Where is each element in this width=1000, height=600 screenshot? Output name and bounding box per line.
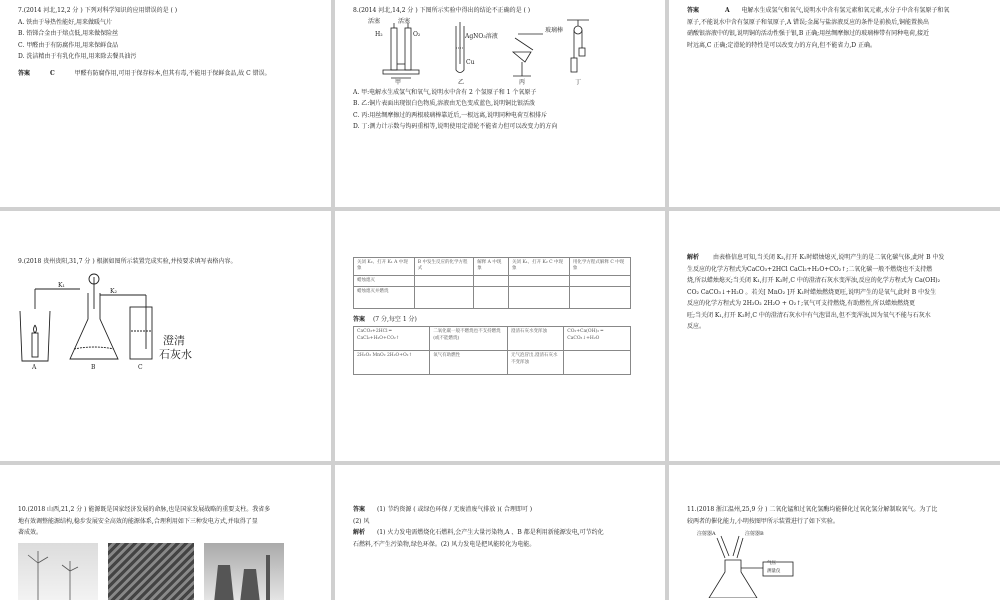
table-row <box>354 258 631 276</box>
table-cell <box>569 286 630 308</box>
option-c: C. 丙:用丝绸摩擦过的两根玻璃棒靠近后,一根远离,说明同种电荷互相排斥 <box>353 111 548 119</box>
answer-option: A <box>724 7 730 14</box>
caption-ding: 丁 <box>575 78 582 86</box>
option-b: B. 乙:铜片表面出现银白色物质,溶液由无色变成蓝色,说明铜比银活泼 <box>353 100 536 107</box>
answer-label: 答案 <box>353 315 366 323</box>
option-a: A. 铁由于导热性能好,用来做暖气片 <box>18 18 113 26</box>
page-analysis-9 <box>669 211 1000 461</box>
answer-label: 答案 <box>687 7 700 14</box>
caption-bing: 丙 <box>519 78 526 86</box>
label-huosai-left: 活塞 <box>368 17 381 25</box>
analysis-line-2: 生反应的化学方程式为CaCO₃+2HCl CaCl₂+H₂O+CO₂↑;二氧化碳一般不燃烧也不支持燃 <box>687 265 933 273</box>
question-table <box>353 257 631 309</box>
analysis-line-7: 旺;当关闭 K₁,打开 K₂时,C 中的澄清石灰水中有气泡冒出,但不变浑浊,因为氧气不能与石灰水 <box>687 311 931 319</box>
label-c: C <box>138 363 143 371</box>
table-cell <box>474 275 509 286</box>
table-cell <box>564 351 631 375</box>
pulley-setup <box>567 20 589 72</box>
table-row <box>354 327 631 351</box>
question-line-1: 10.(2018 山西,21,2 分 ) 能源既是国家经济发展的命脉,也是国家发展战略的重要支柱。我省多 <box>18 506 271 513</box>
table-row <box>354 275 631 286</box>
conical-flask <box>709 560 757 598</box>
solar-panel-photo <box>108 543 194 600</box>
bottle-c <box>130 307 152 359</box>
option-d: D. 洗洁精由于有乳化作用,用来除去餐具油污 <box>18 53 137 60</box>
question-line-3: 著成效。 <box>18 529 43 536</box>
label-meter-1: 气压 <box>767 561 776 566</box>
option-a: A. 甲:电解水生成氢气和氧气,说明水中含有 2 个氢原子和 1 个氧原子 <box>353 88 537 96</box>
wind-turbine-photo <box>18 543 98 600</box>
answer-option: C <box>49 69 55 77</box>
label-meter-2: 测量仪 <box>767 569 781 574</box>
label-cu: Cu <box>466 58 475 66</box>
answer-label: 答案 <box>18 69 31 77</box>
table-cell <box>414 286 474 308</box>
analysis-line-1: 解析 (1) 火力发电需燃烧化石燃料,会产生大量污染物,A 、B 都是利用新能源发电,可节约化 <box>353 529 604 536</box>
label-clear: 澄清 <box>163 333 185 347</box>
option-d: D. 丁:测力计示数与钩码重相等,说明使用定滑轮不能省力但可以改变力的方向 <box>353 123 558 130</box>
table-cell: 关闭 K₁、打开 K₂ C 中现象 <box>509 258 570 276</box>
page-question-9 <box>0 211 331 461</box>
table-cell <box>509 286 570 308</box>
table-cell: 二氧化碳一般不燃烧也不支持燃烧(或不能燃烧) <box>430 327 508 351</box>
analysis-line-5: CO₂ CaCO₃↓+H₂O 。若关[ MnO₂ ]开 K₁时蜡烛燃烧更旺,说明产生的是氧气,此时 B 中发生 <box>687 288 937 296</box>
page-answer-8 <box>669 0 1000 207</box>
experiment-figure <box>353 18 647 88</box>
answer-note: (7 分,每空 1 分) <box>372 315 417 323</box>
page-question-11 <box>669 465 1000 600</box>
question-line-1: 11.(2018 浙江温州,25,9 分 ) 二氧化锰和过氧化氢酶均能催化过氧化氢分解制取氧气。为了比 <box>687 506 938 513</box>
question-line-2: 较两者的催化能力,小明按图甲所示装置进行了如下实验。 <box>687 517 839 525</box>
table-cell: 解释 A 中现象 <box>474 258 509 276</box>
table-row <box>354 286 631 308</box>
label-huosai-right: 活塞 <box>398 17 411 25</box>
table-cell: CO₂+Ca(OH)₂ ═ CaCO₃↓+H₂O <box>564 327 631 351</box>
analysis-label: 解析 <box>353 529 366 536</box>
page-question-10 <box>0 465 331 600</box>
table-cell: 澄清石灰水变浑浊 <box>508 327 564 351</box>
label-a: A <box>32 363 37 371</box>
glass-rods <box>513 34 543 76</box>
page-table-9 <box>335 211 665 461</box>
apparatus-figure <box>18 269 313 369</box>
answer-line <box>687 6 982 17</box>
label-injector-b: 注射器B <box>745 531 764 537</box>
beaker-a <box>20 311 50 361</box>
question-text: 8.(2014 河北,14,2 分 ) 下图所示实验中得出的结论不正确的是 ( ) <box>353 7 531 14</box>
label-k1: K₁ <box>58 281 65 289</box>
answer-line-1: 电解水生成氢气和氧气,说明水中含有氢元素和氧元素,水分子中含有氢原子和氧 <box>741 7 950 14</box>
answer-text: 甲醛有防腐作用,可用于保存标本,但其有毒,不能用于保鲜食品,故 C 错误。 <box>74 69 271 77</box>
answer-line-3: 硝酸银溶液中的银,说明铜的活动性强于银,B 正确;用丝绸摩擦过的玻璃棒带有同种电荷,接近 <box>687 30 930 37</box>
table-cell: 氧气有助燃性 <box>430 351 508 375</box>
answer-line-1: 答案 (1) 节约资源 ( 或绿色环保 / 无废渣废气排放 )( 合理即可 ) <box>353 506 533 513</box>
table-cell: 无气泡冒出,澄清石灰水不变浑浊 <box>508 351 564 375</box>
caption-jia: 甲 <box>395 78 402 86</box>
analysis-line-1: 解析 由表格信息可知,当关闭 K₂,打开 K₁时蜡烛熄灭,说明产生的是二氧化碳气体,此时 B 中发 <box>687 254 945 261</box>
table-cell <box>569 275 630 286</box>
label-o2: O₂ <box>413 30 421 38</box>
test-tube-copper <box>456 22 464 73</box>
answer-line-2: 原子,不能说水中含有氢原子和氧原子,A 错误;金属与盐溶液反应的条件是前换后,铜能置换出 <box>687 18 929 26</box>
label-k2: K₂ <box>110 287 117 295</box>
candle <box>32 333 38 357</box>
caption-yi: 乙 <box>458 78 465 86</box>
label-agno3: AgNO₃溶液 <box>465 32 498 40</box>
table-cell: 蜡烛熄灭并燃烧 <box>354 286 415 308</box>
question-text: 7.(2014 河北,12,2 分 ) 下列对科学知识的应用错误的是 ( ) <box>18 7 178 14</box>
table-cell: CaCO₃+2HCl ═ CaCl₂+H₂O+CO₂↑ <box>354 327 430 351</box>
answer-label: 答案 <box>353 506 366 513</box>
page-answer-10 <box>335 465 665 600</box>
label-limewater: 石灰水 <box>159 347 192 361</box>
page-question-8 <box>335 0 665 207</box>
thermal-power-photo <box>204 543 284 600</box>
analysis-line-3: 烧,所以蜡烛熄灭;当关闭 K₁,打开 K₂时,C 中的澄清石灰水变浑浊,反应的化学方程式为 Ca(OH)₂ <box>687 277 941 284</box>
label-b: B <box>91 363 96 371</box>
label-h2: H₂ <box>375 30 383 38</box>
analysis-line-8: 反应。 <box>687 323 706 330</box>
answer-line-2: (2) 风 <box>353 517 370 525</box>
page-question-7 <box>0 0 331 207</box>
option-b: B. 铅锑合金由于熔点低,用来做保险丝 <box>18 30 119 37</box>
candle-flame <box>34 325 37 333</box>
option-c: C. 甲醛由于有防腐作用,用来保鲜食品 <box>18 41 119 49</box>
analysis-line-6: 反应的化学方程式为 2H₂O₂ 2H₂O + O₂↑;氧气可支持燃烧,有助燃性,所以蜡烛燃烧更 <box>687 300 915 307</box>
table-cell <box>509 275 570 286</box>
label-glass-rod: 玻璃棒 <box>545 26 564 34</box>
apparatus-figure <box>687 528 982 598</box>
table-cell: 蜡烛熄灭 <box>354 275 415 286</box>
table-cell: B 中发生反应的化学方程式 <box>414 258 474 276</box>
analysis-line-2: 石燃料,不产生污染物,绿色环保。(2) 风力发电是把风能转化为电能。 <box>353 540 536 548</box>
table-cell <box>414 275 474 286</box>
analysis-label: 解析 <box>687 254 700 261</box>
answer-line-4: 时远离,C 正确;定滑轮的特性是可以改变力的方向,但不能省力,D 正确。 <box>687 41 876 49</box>
table-row <box>354 351 631 375</box>
label-injector-a: 注射器A <box>697 531 716 537</box>
table-cell <box>474 286 509 308</box>
question-text: 9.(2018 贵州贵阳,31,7 分 ) 根据如图所示装置完成实验,并按要求填写表格内容。 <box>18 258 237 265</box>
answer-header <box>353 315 647 326</box>
answer-table <box>353 326 631 375</box>
table-cell: 2H₂O₂ MnO₂ 2H₂O+O₂↑ <box>354 351 430 375</box>
table-cell: 用化学方程式解释 C 中现象 <box>569 258 630 276</box>
table-cell: 关闭 K₂、打开 K₁ A 中现象 <box>354 258 415 276</box>
question-line-2: 地有效调整能源结构,稳步发展安全高效的能源体系,合理利用如下三种发电方式,并取得了显 <box>18 517 258 525</box>
answer-line <box>18 69 313 80</box>
